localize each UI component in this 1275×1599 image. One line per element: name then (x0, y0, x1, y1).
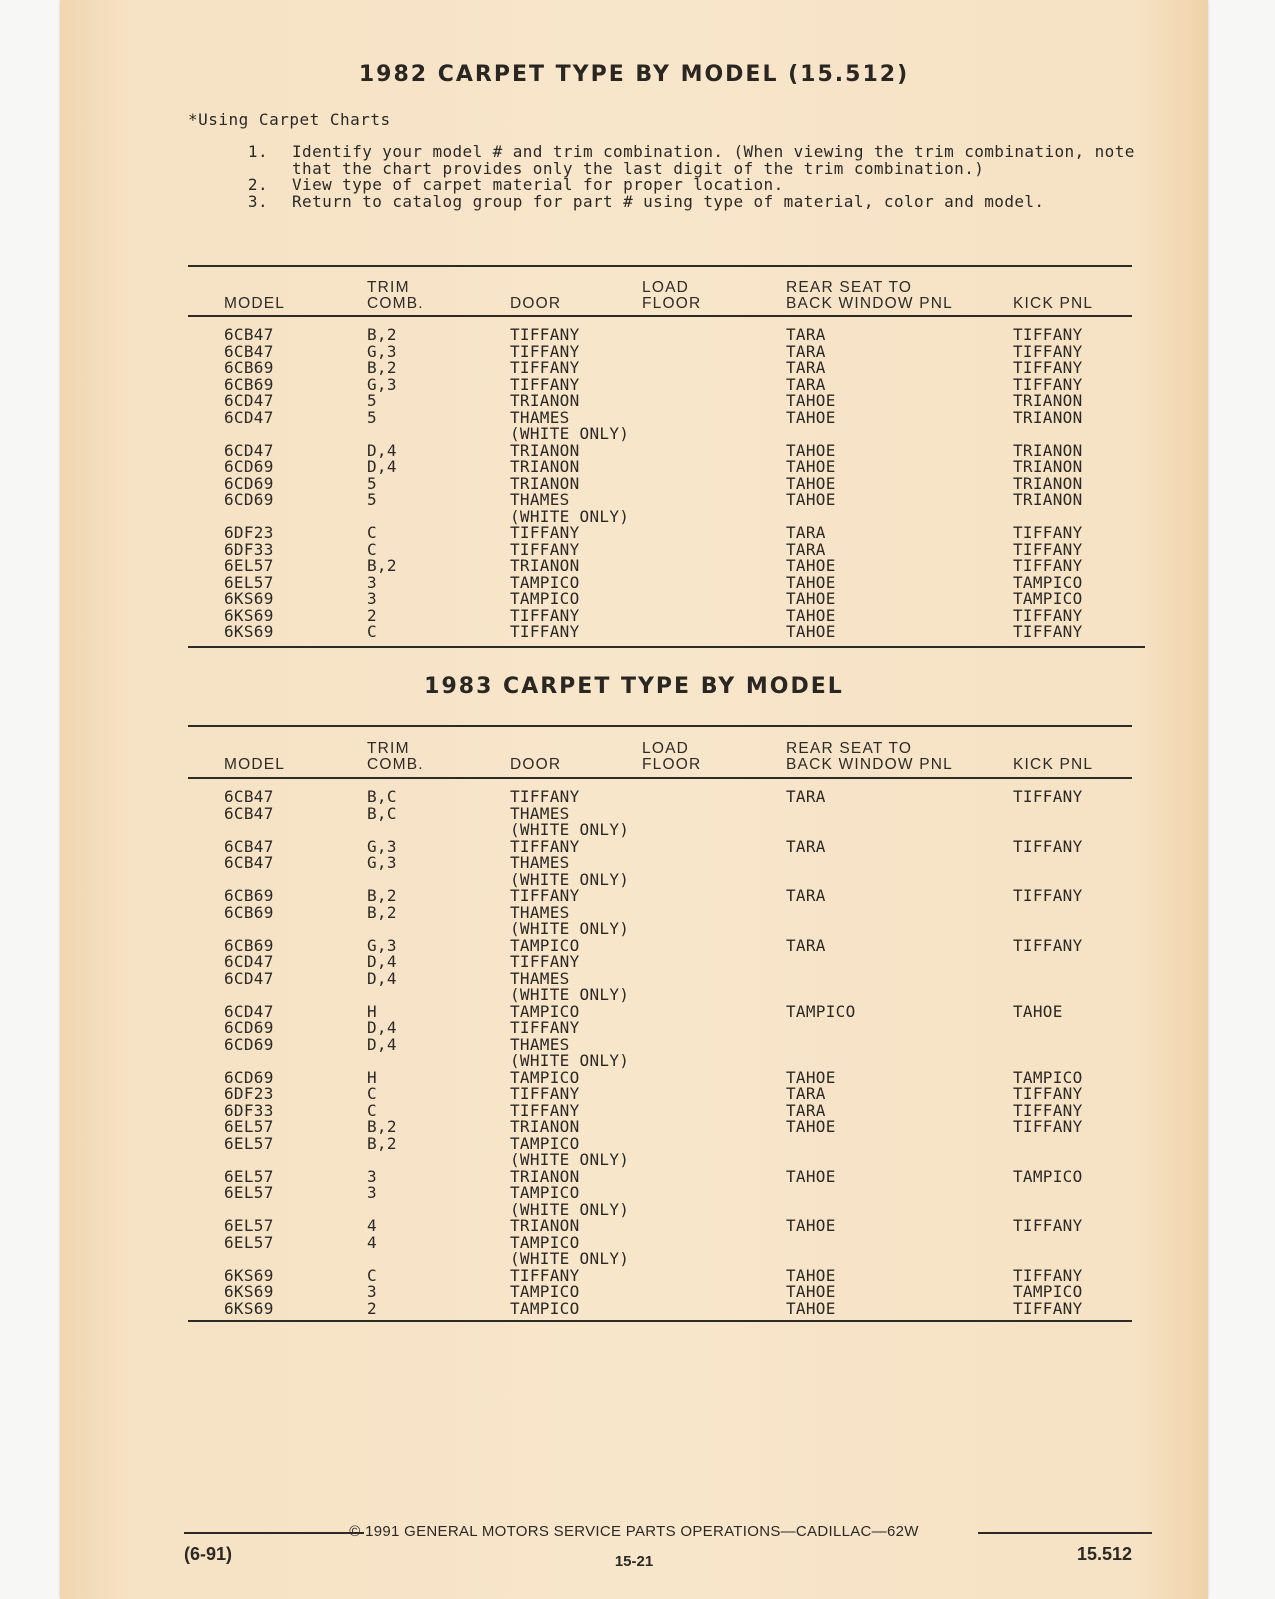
door-cell: TAMPICO (510, 572, 580, 592)
model-cell: 6CB47 (224, 787, 274, 806)
door-cell: TAMPICO (510, 1001, 580, 1021)
rear-seat-cell: TAMPICO (786, 1001, 856, 1021)
model-cell: 6KS69 (224, 605, 274, 625)
col-header-kick-pnl: KICK PNL (1013, 295, 1094, 312)
table-bottom-rule (188, 646, 1145, 648)
trim-cell: G,3 (367, 853, 397, 872)
table-row (60, 803, 1208, 823)
model-cell: 6CD47 (224, 391, 274, 410)
trim-cell: H (367, 1067, 377, 1087)
door-cell: THAMES (510, 853, 570, 872)
door-cell: TIFFANY (510, 1265, 580, 1285)
rear-seat-cell: TAHOE (786, 457, 836, 476)
door-cell: TRIANON (510, 457, 580, 476)
kick-pnl-cell: TIFFANY (1013, 935, 1083, 955)
door-cell: TRIANON (510, 1166, 580, 1186)
rear-seat-cell: TAHOE (786, 1265, 836, 1285)
kick-pnl-cell: TIFFANY (1013, 539, 1083, 559)
model-cell: 6KS69 (224, 1265, 274, 1285)
trim-cell: 3 (367, 1183, 377, 1202)
rear-seat-cell: TAHOE (786, 589, 836, 608)
trim-cell: 5 (367, 407, 377, 427)
trim-cell: B,2 (367, 358, 397, 377)
door-cell: (WHITE ONLY) (510, 1249, 630, 1268)
kick-pnl-cell: TIFFANY (1013, 325, 1083, 344)
trim-cell: B,C (367, 803, 397, 823)
rear-seat-cell: TARA (786, 935, 826, 955)
kick-pnl-cell: TIFFANY (1013, 358, 1083, 377)
table-row (60, 1133, 1208, 1153)
door-cell: TAMPICO (510, 1133, 580, 1153)
kick-pnl-cell: TAMPICO (1013, 1282, 1083, 1301)
col-header-door: DOOR (510, 756, 562, 773)
trim-cell: 2 (367, 605, 377, 625)
trim-cell: 5 (367, 490, 377, 509)
model-cell: 6EL57 (224, 1133, 274, 1153)
door-cell: TRIANON (510, 1117, 580, 1136)
trim-cell: D,4 (367, 440, 397, 460)
table-bottom-rule (188, 1320, 1132, 1322)
kick-pnl-cell: TIFFANY (1013, 1298, 1083, 1318)
door-cell: TIFFANY (510, 523, 580, 542)
kick-pnl-cell: TIFFANY (1013, 341, 1083, 361)
rear-seat-cell: TAHOE (786, 1216, 836, 1235)
instruction-step: 2. View type of carpet material for proper location. (247, 175, 784, 194)
door-cell: TIFFANY (510, 358, 580, 377)
trim-cell: 2 (367, 1298, 377, 1318)
kick-pnl-cell: TIFFANY (1013, 523, 1083, 542)
footer-section-number: 15.512 (1076, 1544, 1132, 1564)
door-cell: TRIANON (510, 1216, 580, 1235)
trim-cell: 3 (367, 1282, 377, 1301)
kick-pnl-cell: TIFFANY (1013, 1216, 1083, 1235)
rear-seat-cell: TARA (786, 886, 826, 905)
door-cell: TAMPICO (510, 1298, 580, 1318)
trim-cell: C (367, 1265, 377, 1285)
model-cell: 6DF23 (224, 523, 274, 542)
trim-cell: 4 (367, 1232, 377, 1252)
table-row (60, 1185, 1208, 1202)
model-cell: 6CD69 (224, 1034, 274, 1054)
trim-cell: B,C (367, 787, 397, 806)
table-row (60, 855, 1208, 872)
door-cell: TIFFANY (510, 1018, 580, 1037)
door-cell: TAMPICO (510, 1067, 580, 1087)
door-cell: THAMES (510, 407, 570, 427)
model-cell: 6EL57 (224, 1232, 274, 1252)
usage-title: *Using Carpet Charts (188, 110, 391, 129)
door-cell: TAMPICO (510, 589, 580, 608)
door-cell: TIFFANY (510, 341, 580, 361)
model-cell: 6CD47 (224, 952, 274, 971)
door-cell: THAMES (510, 803, 570, 823)
rear-seat-cell: TAHOE (786, 1298, 836, 1318)
trim-cell: 3 (367, 589, 377, 608)
model-cell: 6EL57 (224, 1183, 274, 1202)
model-cell: 6CB69 (224, 374, 274, 394)
trim-cell: B,2 (367, 1117, 397, 1136)
col-header-kick-pnl: KICK PNL (1013, 756, 1094, 773)
door-cell: THAMES (510, 902, 570, 922)
rear-seat-cell: TARA (786, 341, 826, 361)
door-cell: TIFFANY (510, 952, 580, 971)
model-cell: 6CB47 (224, 341, 274, 361)
instruction-list (238, 144, 1178, 210)
door-cell: (WHITE ONLY) (510, 985, 630, 1004)
model-cell: 6EL57 (224, 572, 274, 592)
model-cell: 6KS69 (224, 1282, 274, 1301)
trim-cell: B,2 (367, 556, 397, 575)
model-cell: 6CB47 (224, 325, 274, 344)
model-cell: 6CD69 (224, 473, 274, 493)
rear-seat-cell: TAHOE (786, 622, 836, 641)
table-header-rule (188, 315, 1132, 317)
model-cell: 6CD69 (224, 457, 274, 476)
kick-pnl-cell: TAMPICO (1013, 1067, 1083, 1087)
footer-page-number: 15-21 (614, 1553, 654, 1570)
model-cell: 6CB69 (224, 935, 274, 955)
trim-cell: B,2 (367, 902, 397, 922)
table-1983 (60, 789, 1208, 1317)
col-header-rear-seat: REAR SEAT TO BACK WINDOW PNL (786, 279, 953, 312)
kick-pnl-cell: TRIANON (1013, 407, 1083, 427)
door-cell: TAMPICO (510, 1282, 580, 1301)
col-header-trim: TRIM COMB. (367, 279, 424, 312)
model-cell: 6EL57 (224, 556, 274, 575)
table-row (60, 624, 1208, 641)
rear-seat-cell: TARA (786, 374, 826, 394)
rear-seat-cell: TAHOE (786, 490, 836, 509)
door-cell: (WHITE ONLY) (510, 820, 630, 839)
col-header-model: MODEL (224, 756, 286, 773)
door-cell: TIFFANY (510, 1084, 580, 1103)
table-row (60, 407, 1208, 427)
door-cell: TIFFANY (510, 539, 580, 559)
model-cell: 6DF33 (224, 1100, 274, 1120)
door-cell: (WHITE ONLY) (510, 1150, 630, 1169)
door-cell: TIFFANY (510, 605, 580, 625)
door-cell: TRIANON (510, 473, 580, 493)
door-cell: (WHITE ONLY) (510, 1199, 630, 1219)
door-cell: TIFFANY (510, 622, 580, 641)
door-cell: TIFFANY (510, 325, 580, 344)
model-cell: 6EL57 (224, 1216, 274, 1235)
trim-cell: 4 (367, 1216, 377, 1235)
trim-cell: D,4 (367, 1034, 397, 1054)
title-1983: 1983 CARPET TYPE BY MODEL (424, 674, 844, 699)
footer-date: (6-91) (184, 1544, 233, 1564)
instruction-step: 3. Return to catalog group for part # using type of material, color and model. (247, 191, 1045, 211)
table-header-rule (188, 777, 1132, 779)
door-cell: (WHITE ONLY) (510, 869, 630, 889)
trim-cell: D,4 (367, 1018, 397, 1037)
kick-pnl-cell: TRIANON (1013, 457, 1083, 476)
rear-seat-cell: TAHOE (786, 407, 836, 427)
kick-pnl-cell: TAMPICO (1013, 589, 1083, 608)
door-cell: TRIANON (510, 440, 580, 460)
kick-pnl-cell: TIFFANY (1013, 836, 1083, 856)
door-cell: TIFFANY (510, 886, 580, 905)
trim-cell: G,3 (367, 374, 397, 394)
door-cell: (WHITE ONLY) (510, 919, 630, 938)
door-cell: THAMES (510, 490, 570, 509)
model-cell: 6CD47 (224, 407, 274, 427)
footer-publisher: © 1991 GENERAL MOTORS SERVICE PARTS OPERATIONS—CADILLAC—62W (349, 1523, 919, 1540)
rear-seat-cell: TAHOE (786, 473, 836, 493)
rear-seat-cell: TAHOE (786, 1067, 836, 1087)
rear-seat-cell: TAHOE (786, 1282, 836, 1301)
rear-seat-cell: TAHOE (786, 605, 836, 625)
table-row (60, 968, 1208, 988)
door-cell: (WHITE ONLY) (510, 424, 630, 443)
model-cell: 6DF23 (224, 1084, 274, 1103)
kick-pnl-cell: TAHOE (1013, 1001, 1063, 1021)
table-row (60, 902, 1208, 922)
model-cell: 6EL57 (224, 1166, 274, 1186)
kick-pnl-cell: TIFFANY (1013, 1265, 1083, 1285)
model-cell: 6CD47 (224, 1001, 274, 1021)
table-row (60, 1034, 1208, 1054)
door-cell: TAMPICO (510, 1232, 580, 1252)
catalog-page (60, 0, 1208, 1599)
table-row (60, 1298, 1208, 1318)
trim-cell: B,2 (367, 325, 397, 344)
kick-pnl-cell: TIFFANY (1013, 605, 1083, 625)
rear-seat-cell: TARA (786, 787, 826, 806)
model-cell: 6CB69 (224, 886, 274, 905)
title-1982: 1982 CARPET TYPE BY MODEL (15.512) (358, 62, 910, 87)
kick-pnl-cell: TIFFANY (1013, 556, 1083, 575)
trim-cell: B,2 (367, 886, 397, 905)
door-cell: TAMPICO (510, 1183, 580, 1202)
kick-pnl-cell: TAMPICO (1013, 1166, 1083, 1186)
col-header-door: DOOR (510, 295, 562, 312)
door-cell: TRIANON (510, 391, 580, 410)
trim-cell: C (367, 622, 377, 641)
col-header-load-floor: LOAD FLOOR (642, 279, 702, 312)
rear-seat-cell: TARA (786, 358, 826, 377)
trim-cell: C (367, 1100, 377, 1120)
table-row (60, 492, 1208, 509)
model-cell: 6CB47 (224, 836, 274, 856)
kick-pnl-cell: TIFFANY (1013, 622, 1083, 641)
door-cell: TRIANON (510, 556, 580, 575)
trim-cell: D,4 (367, 457, 397, 476)
trim-cell: C (367, 523, 377, 542)
model-cell: 6KS69 (224, 1298, 274, 1318)
door-cell: TIFFANY (510, 787, 580, 806)
model-cell: 6CB69 (224, 358, 274, 377)
door-cell: TIFFANY (510, 374, 580, 394)
trim-cell: B,2 (367, 1133, 397, 1153)
table-top-rule (188, 265, 1132, 267)
kick-pnl-cell: TIFFANY (1013, 886, 1083, 905)
model-cell: 6CD69 (224, 1018, 274, 1037)
door-cell: TIFFANY (510, 836, 580, 856)
rear-seat-cell: TAHOE (786, 572, 836, 592)
rear-seat-cell: TARA (786, 523, 826, 542)
door-cell: THAMES (510, 968, 570, 988)
kick-pnl-cell: TIFFANY (1013, 1100, 1083, 1120)
model-cell: 6CD47 (224, 440, 274, 460)
instruction-step: 1. Identify your model # and trim combination. (When viewing the trim combination, note that the chart provides only the last digit of the trim combination.) (247, 142, 1135, 178)
col-header-rear-seat: REAR SEAT TO BACK WINDOW PNL (786, 740, 953, 773)
trim-cell: 5 (367, 391, 377, 410)
col-header-load-floor: LOAD FLOOR (642, 740, 702, 773)
door-cell: (WHITE ONLY) (510, 1051, 630, 1070)
table-1982 (60, 327, 1208, 641)
kick-pnl-cell: TIFFANY (1013, 1084, 1083, 1103)
trim-cell: D,4 (367, 968, 397, 988)
model-cell: 6KS69 (224, 589, 274, 608)
door-cell: (WHITE ONLY) (510, 506, 630, 526)
kick-pnl-cell: TRIANON (1013, 490, 1083, 509)
rear-seat-cell: TAHOE (786, 440, 836, 460)
rear-seat-cell: TAHOE (786, 391, 836, 410)
trim-cell: D,4 (367, 952, 397, 971)
trim-cell: 5 (367, 473, 377, 493)
model-cell: 6CB69 (224, 902, 274, 922)
kick-pnl-cell: TIFFANY (1013, 374, 1083, 394)
trim-cell: G,3 (367, 935, 397, 955)
rear-seat-cell: TARA (786, 1084, 826, 1103)
trim-cell: 3 (367, 572, 377, 592)
rear-seat-cell: TARA (786, 1100, 826, 1120)
kick-pnl-cell: TAMPICO (1013, 572, 1083, 592)
model-cell: 6CD69 (224, 1067, 274, 1087)
col-header-trim: TRIM COMB. (367, 740, 424, 773)
model-cell: 6KS69 (224, 622, 274, 641)
rear-seat-cell: TARA (786, 325, 826, 344)
rear-seat-cell: TAHOE (786, 1166, 836, 1186)
model-cell: 6CD69 (224, 490, 274, 509)
model-cell: 6CD47 (224, 968, 274, 988)
rear-seat-cell: TAHOE (786, 556, 836, 575)
rear-seat-cell: TAHOE (786, 1117, 836, 1136)
kick-pnl-cell: TIFFANY (1013, 787, 1083, 806)
rear-seat-cell: TARA (786, 539, 826, 559)
trim-cell: G,3 (367, 836, 397, 856)
trim-cell: C (367, 539, 377, 559)
kick-pnl-cell: TRIANON (1013, 391, 1083, 410)
model-cell: 6CB47 (224, 803, 274, 823)
trim-cell: H (367, 1001, 377, 1021)
kick-pnl-cell: TRIANON (1013, 440, 1083, 460)
model-cell: 6CB47 (224, 853, 274, 872)
model-cell: 6EL57 (224, 1117, 274, 1136)
table-top-rule (188, 725, 1132, 727)
col-header-model: MODEL (224, 295, 286, 312)
door-cell: TAMPICO (510, 935, 580, 955)
door-cell: THAMES (510, 1034, 570, 1054)
trim-cell: G,3 (367, 341, 397, 361)
trim-cell: 3 (367, 1166, 377, 1186)
model-cell: 6DF33 (224, 539, 274, 559)
rear-seat-cell: TARA (786, 836, 826, 856)
door-cell: TIFFANY (510, 1100, 580, 1120)
table-row (60, 1232, 1208, 1252)
trim-cell: C (367, 1084, 377, 1103)
kick-pnl-cell: TRIANON (1013, 473, 1083, 493)
kick-pnl-cell: TIFFANY (1013, 1117, 1083, 1136)
